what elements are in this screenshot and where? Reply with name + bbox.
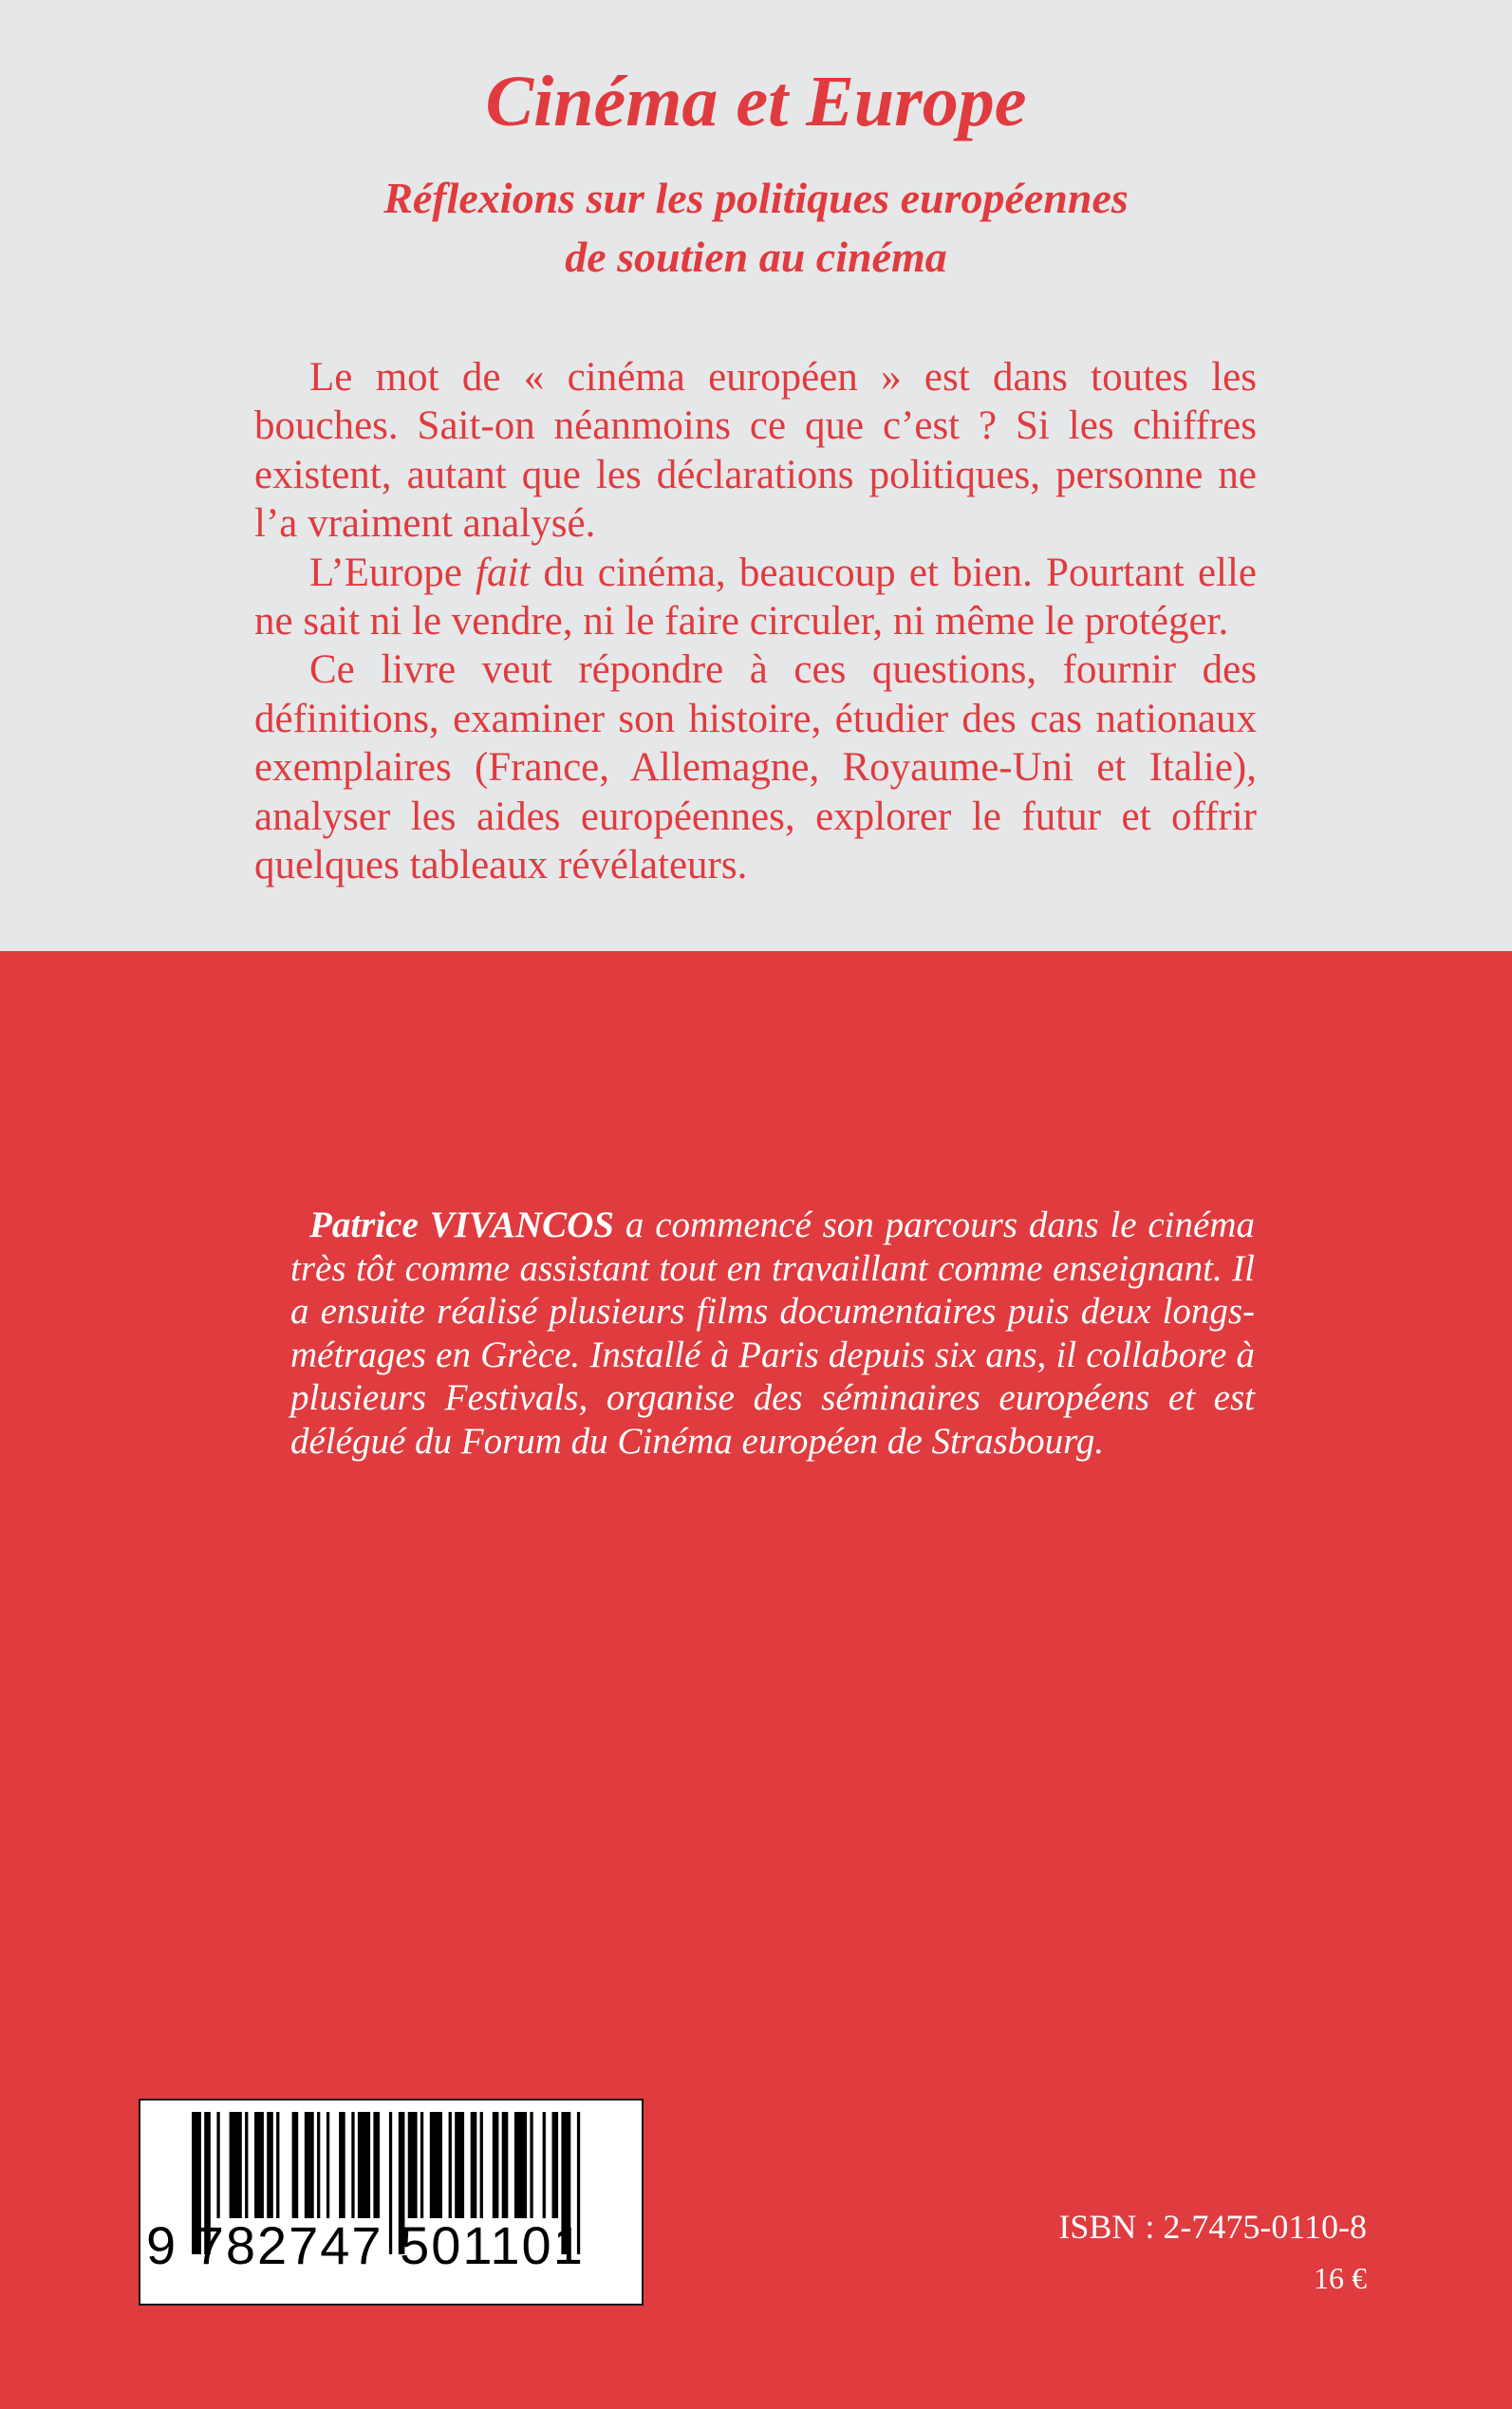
barcode-bar: [480, 2112, 483, 2218]
barcode-digits: 9 782747 501101: [146, 2215, 585, 2275]
barcode-bar: [245, 2112, 248, 2218]
barcode-bar: [493, 2112, 499, 2218]
barcode-bar: [358, 2112, 370, 2218]
barcode-bar: [514, 2112, 527, 2218]
author-bio: [290, 1204, 1255, 1464]
barcode-bar: [339, 2112, 345, 2218]
isbn: ISBN : 2-7475-0110-8: [1058, 2208, 1367, 2246]
barcode-bar: [317, 2112, 320, 2218]
barcode-bar: [543, 2112, 546, 2218]
barcode-bar: [267, 2112, 273, 2218]
author-bio-paragraph: [290, 1204, 1255, 1464]
price: 16 €: [1314, 2261, 1367, 2295]
blurb-p2-emphasis: fait: [476, 550, 531, 595]
barcode-bar: [351, 2112, 354, 2218]
barcode-bar: [449, 2112, 452, 2218]
blurb-paragraph-2: [254, 549, 1257, 646]
barcode-bar: [216, 2112, 219, 2218]
barcode-bar: [230, 2112, 242, 2218]
barcode-bar: [254, 2112, 264, 2218]
barcode-bar: [502, 2112, 509, 2218]
blurb-p2-before: L’Europe: [309, 550, 476, 595]
blurb-p2-after: du cinéma, beaucoup et bien. Pourtant elle ne sait ni le vendre, ni le faire circuler, ni même le protéger.: [254, 550, 1258, 644]
barcode: [139, 2099, 644, 2306]
barcode-bar: [292, 2112, 299, 2218]
book-subtitle: [0, 169, 1512, 287]
author-bio-text: a commencé son parcours dans le cinéma très tôt comme assistant tout en travaillant comme enseignant. Il a ensuite réalisé plusieurs films documentaires puis deux longs-métrages en Grèce. Installé à Paris depuis six ans, il collabore à plusieurs Festivals, organise des séminaires européens et est délégué du Forum du Cinéma européen de Strasbourg.: [290, 1204, 1255, 1462]
author-name: Patrice VIVANCOS: [309, 1204, 614, 1245]
barcode-bar: [530, 2112, 532, 2218]
barcode-bar: [552, 2112, 559, 2218]
blurb-paragraph-1: Le mot de « cinéma européen » est dans toutes les bouches. Sait-on néanmoins ce que c’est ? Si les chiffres existent, autant que les déclarations politiques, personne ne l’a vraiment analysé.: [254, 355, 1257, 547]
barcode-bar: [471, 2112, 477, 2218]
subtitle-line-1: Réflexions sur les politiques européennes: [383, 174, 1129, 222]
blurb: [254, 353, 1257, 889]
barcode-bar: [276, 2112, 279, 2218]
book-title: Cinéma et Europe: [485, 62, 1027, 141]
barcode-bar: [305, 2112, 314, 2218]
barcode-bar: [327, 2112, 329, 2218]
barcode-bar: [455, 2112, 464, 2218]
subtitle-line-2: de soutien au cinéma: [565, 233, 947, 281]
barcode-bar: [420, 2112, 423, 2218]
barcode-bar: [373, 2112, 380, 2218]
barcode-bar: [430, 2112, 442, 2218]
barcode-bar: [408, 2112, 418, 2218]
blurb-paragraph-3: Ce livre veut répondre à ces questions, fournir des définitions, examiner son histoire, étudier des cas nationaux exemplaires (France, Allemagne, Royaume-Uni et Italie), analyser les aides européennes, explorer le futur et offrir quelques tableaux révélateurs.: [254, 647, 1257, 888]
